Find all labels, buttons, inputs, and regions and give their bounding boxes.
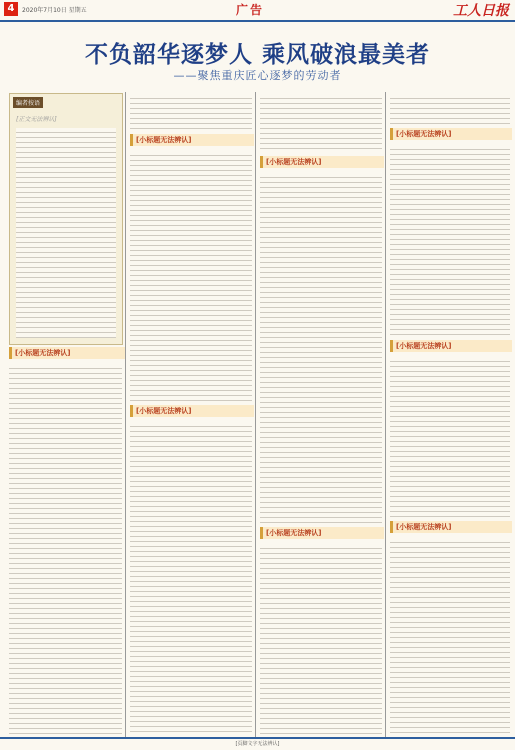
text-block <box>16 128 116 338</box>
editor-note-title: 编者按语 <box>13 97 43 108</box>
page-number: 4 <box>4 2 18 16</box>
text-block <box>260 544 382 734</box>
section-heading: [小标题无法辨认] <box>9 347 125 359</box>
section-heading: [小标题无法辨认] <box>260 156 384 168</box>
editor-note-box <box>9 93 123 345</box>
section-heading: [小标题无法辨认] <box>260 527 384 539</box>
section-heading: [小标题无法辨认] <box>390 521 512 533</box>
column-divider <box>125 92 126 737</box>
subheadline: ——聚焦重庆匠心逐梦的劳动者 <box>173 69 342 82</box>
newspaper-logo: 工人日报 <box>453 3 509 19</box>
section-label: 广告 <box>236 3 265 17</box>
section-heading: [小标题无法辨认] <box>390 340 512 352</box>
text-block <box>9 364 122 734</box>
editor-note-body: [正文无法辨认] <box>16 116 57 123</box>
text-block <box>130 94 252 132</box>
text-block <box>390 94 510 124</box>
text-block <box>260 173 382 523</box>
text-block <box>130 422 252 734</box>
text-block <box>390 145 510 335</box>
section-heading: [小标题无法辨认] <box>130 134 254 146</box>
text-block <box>390 538 510 734</box>
text-block <box>390 357 510 517</box>
text-block <box>130 151 252 401</box>
section-heading: [小标题无法辨认] <box>390 128 512 140</box>
headline: 不负韶华逐梦人 乘风破浪最美者 <box>84 41 430 68</box>
date-line: 2020年7月10日 星期五 <box>22 7 87 14</box>
masthead-bar <box>0 0 515 22</box>
column-divider <box>385 92 386 737</box>
text-block <box>260 94 382 152</box>
column-divider <box>255 92 256 737</box>
footer-line: [页脚文字无法辨认] <box>0 737 515 750</box>
section-heading: [小标题无法辨认] <box>130 405 254 417</box>
